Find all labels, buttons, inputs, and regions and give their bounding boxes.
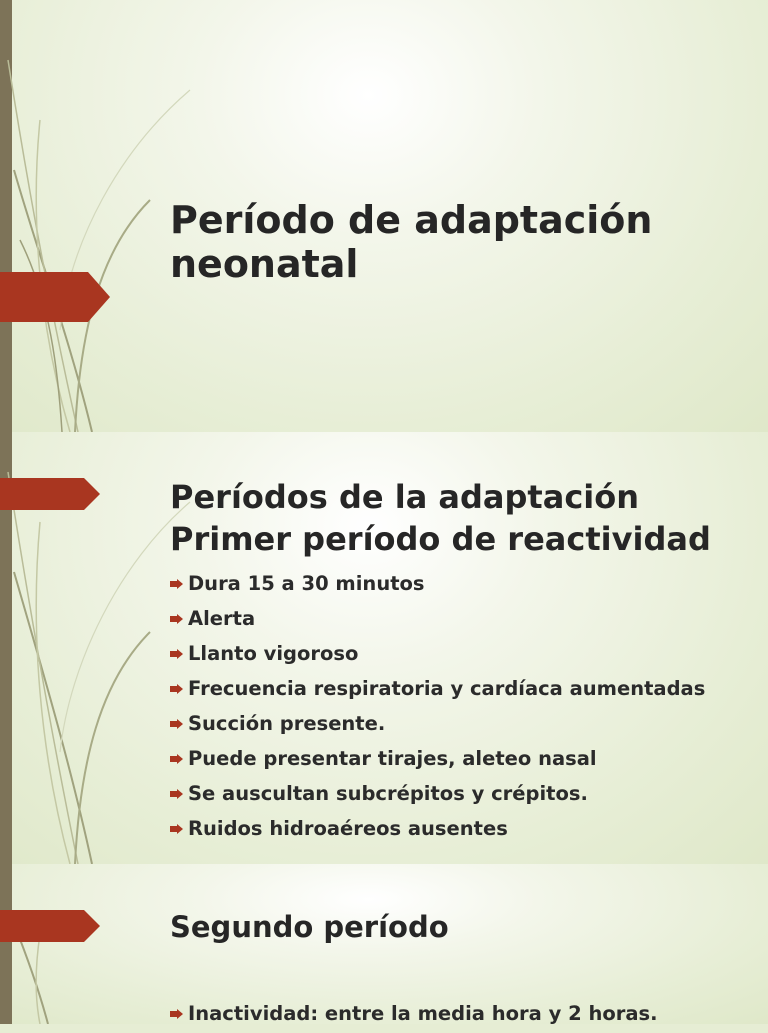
arrow-bullet-icon [170, 754, 183, 764]
list-item: Alerta [170, 603, 760, 638]
slide-1 [0, 0, 768, 432]
chevron-tab-icon [0, 272, 110, 322]
list-item: Llanto vigoroso [170, 638, 760, 673]
list-item: Succión presente. [170, 708, 760, 743]
slide-3-title: Segundo período [170, 910, 449, 944]
list-item: Inactividad: entre la media hora y 2 horas. [170, 998, 760, 1033]
arrow-bullet-icon [170, 649, 183, 659]
list-item: Dura 15 a 30 minutos [170, 568, 760, 603]
slide-3-bullet-list [170, 998, 760, 1033]
slide-2-bullet-list [170, 568, 760, 848]
list-item: Frecuencia respiratoria y cardíaca aumentadas [170, 673, 760, 708]
slide-1-title: Período de adaptación neonatal [170, 198, 653, 286]
arrow-bullet-icon [170, 719, 183, 729]
arrow-bullet-icon [170, 824, 183, 834]
chevron-tab-icon [0, 478, 100, 510]
chevron-tab-icon [0, 910, 100, 942]
arrow-bullet-icon [170, 789, 183, 799]
list-item: Puede presentar tirajes, aleteo nasal [170, 743, 760, 778]
arrow-bullet-icon [170, 579, 183, 589]
arrow-bullet-icon [170, 614, 183, 624]
arrow-bullet-icon [170, 1009, 183, 1019]
list-item: Ruidos hidroaéreos ausentes [170, 813, 760, 848]
arrow-bullet-icon [170, 684, 183, 694]
list-item: Se auscultan subcrépitos y crépitos. [170, 778, 760, 813]
slide-2-title: Períodos de la adaptación Primer período de reactividad [170, 478, 711, 558]
